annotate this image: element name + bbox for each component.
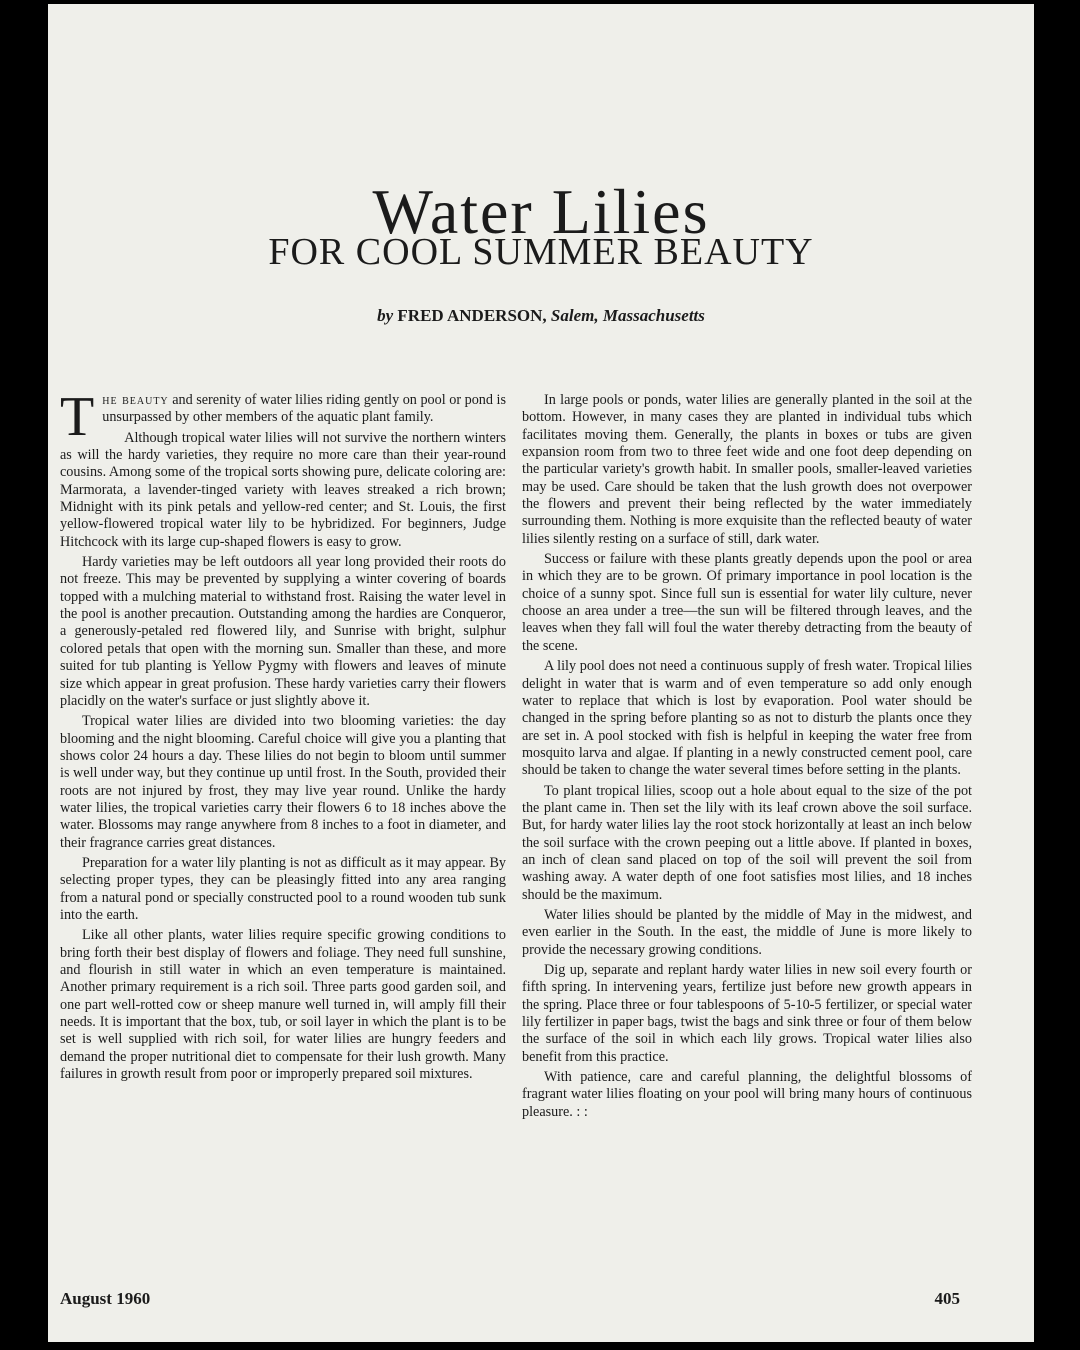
intro-smallcaps: he beauty (102, 392, 169, 408)
paragraph: In large pools or ponds, water lilies are generally planted in the soil at the bottom. However, in many cases they are planted in individual tubs which facilitates moving them. Generally, the plants in boxes or tubs are given expansion room from two to three feet wide and one foot deep depending on the particular variety's growth habit. In smaller pools, smaller-leaved varieties may be used. Care should be taken that the lush growth does not overpower the flowers and prevent their being reflected by the water immediately surrounding them. Nothing is more exquisite than the reflected beauty of water lilies silently resting on a surface of still, dark water. (522, 392, 972, 547)
intro-paragraph (60, 386, 506, 448)
paragraph: Hardy varieties may be left outdoors all year long provided their roots do not freeze. This may be prevented by supplying a winter covering of boards topped with a mulching material to withstand frost. Raising the water level in the pool is another precaution. Outstanding among the hardies are Conqueror, a generously-petaled red flowered lily, and Sunrise with bright, sulphur colored petals that open with the morning sun. Smaller than these, and more suited for tub planting is Yellow Pygmy with flowers and leaves of minute size which appear in great profusion. These hardy varieties carry their flowers placidly on the water's surface or just slightly above it. (60, 554, 506, 709)
byline-place: Salem, Massachusetts (550, 306, 705, 325)
intro-text: and serenity of water lilies riding gently on pool or pond is unsurpassed by other members of the aquatic plant family. (102, 392, 506, 426)
paragraph: To plant tropical lilies, scoop out a hole about equal to the size of the pot the plant came in. Then set the lily with its leaf crown above the soil surface. But, for hardy water lilies lay the root stock horizontally at least an inch below the soil surface with the crown peeping out a little above. If planted in boxes, an inch of clean sand placed on top of the soil will prevent the soil from washing away. A water depth of one foot satisfies most lilies, and 18 inches should be the maximum. (522, 782, 972, 903)
right-column (522, 392, 972, 1124)
byline-by: by (377, 306, 394, 325)
byline-author: FRED ANDERSON, (397, 306, 547, 325)
page-number: 405 (934, 1289, 960, 1308)
drop-cap: T (60, 386, 95, 448)
paragraph: A lily pool does not need a continuous supply of fresh water. Tropical lilies delight in water that is warm and of even temperature so add only enough water to replace that which is lost by evaporation. Pool water should be changed in the spring before planting so as not to disturb the plants once they are set in. A pool stocked with fish is helpful in keeping the water free from mosquito larva and algae. If planting in a newly constructed cement pool, care should be taken to change the water several times before setting in the plants. (522, 658, 972, 779)
article-title: Water Lilies (372, 175, 710, 247)
footer-date: August 1960 (60, 1289, 151, 1308)
paragraph: Dig up, separate and replant hardy water lilies in new soil every fourth or fifth spring. In intervening years, fertilize just before new growth appears in the spring. Place three or four tablespoons of 5-10-5 fertilizer, or special water lily fertilizer in paper bags, twist the bags and sink three or four of them below the surface of the soil in which each lily grows. Tropical water lilies also benefit from this practice. (522, 962, 972, 1065)
paragraph: Success or failure with these plants greatly depends upon the pool or area in which they are to be grown. Of primary importance in pool location is the choice of a sunny spot. Since full sun is essential for water lily culture, never choose an area under a tree—the sun will be filtered through leaves, and the leaves when they fall will foul the water thereby detracting from the beauty of the scene. (522, 551, 972, 654)
paragraph: Like all other plants, water lilies require specific growing conditions to bring forth their best display of flowers and foliage. They need full sunshine, and flourish in still water in which an even temperature is maintained. Another primary requirement is a rich soil. Three parts good garden soil, and one part well-rotted cow or sheep manure well turned in, will amply fill their needs. It is important that the box, tub, or soil layer in which the plant is to be set is well supplied with rich soil, for water lilies are hungry feeders and demand the proper nutritional diet to compensate for their lush growth. Many failures in growth result from poor or improperly prepared soil mixtures. (60, 927, 506, 1083)
article-subtitle: FOR COOL SUMMER BEAUTY (268, 231, 814, 273)
paragraph: Tropical water lilies are divided into two blooming varieties: the day blooming and the night blooming. Careful choice will give you a planting that shows color 24 hours a day. These lilies do not begin to bloom until summer is well under way, but they continue up until frost. In the South, provided their roots are not injured by frost, they may live year round. Unlike the hardy water lilies, the tropical varieties carry their flowers 6 to 18 inches above the water. Blossoms may range anywhere from 8 inches to a foot in diameter, and their fragrance carries great distances. (60, 713, 506, 851)
byline (48, 306, 1034, 326)
paragraph: Although tropical water lilies will not survive the northern winters as will the hardy varieties, they require no more care than their year-round cousins. Among some of the tropical sorts showing pure, delicate coloring are: Marmorata, a lavender-tinged variety with leaves streaked a rich brown; Midnight with its pink petals and yellow-red center; and St. Louis, the first yellow-flowered tropical water lily to be hybridized. For beginners, Judge Hitchcock with its large cup-shaped flowers is easy to grow. (60, 429, 506, 550)
paragraph: Water lilies should be planted by the middle of May in the midwest, and even earlier in the South. In the east, the middle of June is more likely to provide the necessary growing conditions. (522, 906, 972, 958)
paragraph: With patience, care and careful planning, the delightful blossoms of fragrant water lilies floating on your pool will bring many hours of continuous pleasure. : : (522, 1069, 972, 1120)
left-column (60, 386, 506, 1086)
paragraph: Preparation for a water lily planting is not as difficult as it may appear. By selecting proper types, they can be pleasingly fitted into any area ranging from a natural pond or specially constructed pool to a round wooden tub sunk into the earth. (60, 854, 506, 923)
magazine-page (48, 4, 1034, 1342)
